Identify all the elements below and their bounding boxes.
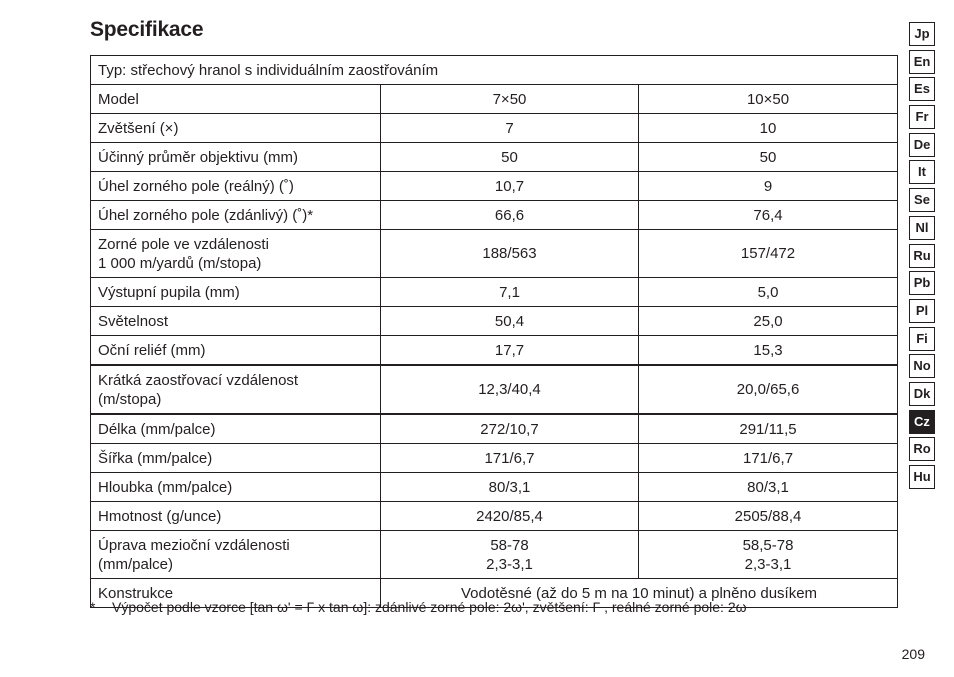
language-tab-no[interactable]: No (909, 354, 935, 378)
row-value-7x50: 17,7 (381, 336, 639, 366)
table-row (91, 531, 898, 579)
row-value-10x50: 171/6,7 (639, 444, 898, 473)
row-label: Krátká zaostřovací vzdálenost (m/stopa) (91, 365, 381, 414)
page-number: 209 (901, 646, 925, 662)
row-value-10x50: 15,3 (639, 336, 898, 366)
row-label: Oční reliéf (mm) (91, 336, 381, 366)
row-value-7x50: 50,4 (381, 307, 639, 336)
language-tab-cz[interactable]: Cz (909, 410, 935, 434)
table-row (91, 143, 898, 172)
language-tab-de[interactable]: De (909, 133, 935, 157)
row-label: Výstupní pupila (mm) (91, 278, 381, 307)
table-row (91, 201, 898, 230)
footnote-marker: * (90, 599, 96, 615)
row-value-10x50: 58,5-78 2,3-3,1 (639, 531, 898, 579)
row-value-7x50: 7 (381, 114, 639, 143)
row-value-10x50: 2505/88,4 (639, 502, 898, 531)
language-tab-pl[interactable]: Pl (909, 299, 935, 323)
row-value-10x50: 157/472 (639, 230, 898, 278)
row-value-7x50: 58-78 2,3-3,1 (381, 531, 639, 579)
row-value-7x50: 272/10,7 (381, 414, 639, 444)
row-value-7x50: 7×50 (381, 85, 639, 114)
footnote (90, 599, 747, 615)
table-row (91, 336, 898, 366)
row-value-10x50: 10×50 (639, 85, 898, 114)
row-label: Hloubka (mm/palce) (91, 473, 381, 502)
row-label: Model (91, 85, 381, 114)
row-value-7x50: 80/3,1 (381, 473, 639, 502)
table-row (91, 444, 898, 473)
row-label: Šířka (mm/palce) (91, 444, 381, 473)
row-value-10x50: 291/11,5 (639, 414, 898, 444)
table-row (91, 473, 898, 502)
page-title: Specifikace (90, 18, 204, 41)
footnote-text: Výpočet podle vzorce [tan ω' = Γ x tan ω]: zdánlivé zorné pole: 2ω', zvětšení: Γ , reálné zorné pole: 2ω (112, 599, 747, 615)
row-value-7x50: 188/563 (381, 230, 639, 278)
row-value-7x50: 2420/85,4 (381, 502, 639, 531)
language-tab-dk[interactable]: Dk (909, 382, 935, 406)
row-value-7x50: 10,7 (381, 172, 639, 201)
specifications-table (90, 55, 898, 608)
language-tab-es[interactable]: Es (909, 77, 935, 101)
row-value-7x50: 12,3/40,4 (381, 365, 639, 414)
table-row (91, 278, 898, 307)
type-cell: Typ: střechový hranol s individuálním zaostřováním (91, 56, 898, 85)
language-tab-ru[interactable]: Ru (909, 244, 935, 268)
table-row (91, 230, 898, 278)
row-value-7x50: 50 (381, 143, 639, 172)
row-label: Účinný průměr objektivu (mm) (91, 143, 381, 172)
table-row (91, 414, 898, 444)
language-tab-fr[interactable]: Fr (909, 105, 935, 129)
language-tab-se[interactable]: Se (909, 188, 935, 212)
row-label: Hmotnost (g/unce) (91, 502, 381, 531)
row-value-7x50: 171/6,7 (381, 444, 639, 473)
row-label: Úhel zorného pole (reálný) (˚) (91, 172, 381, 201)
row-value-7x50: 66,6 (381, 201, 639, 230)
language-tab-pb[interactable]: Pb (909, 271, 935, 295)
row-label: Délka (mm/palce) (91, 414, 381, 444)
row-value-10x50: 80/3,1 (639, 473, 898, 502)
language-tab-ro[interactable]: Ro (909, 437, 935, 461)
row-value-10x50: 9 (639, 172, 898, 201)
table-row (91, 172, 898, 201)
construction-label: Konstrukce (91, 579, 381, 608)
row-value-7x50: 7,1 (381, 278, 639, 307)
table-row (91, 502, 898, 531)
language-tab-en[interactable]: En (909, 50, 935, 74)
row-value-10x50: 10 (639, 114, 898, 143)
table-row (91, 85, 898, 114)
language-tab-fi[interactable]: Fi (909, 327, 935, 351)
row-value-10x50: 20,0/65,6 (639, 365, 898, 414)
language-tab-jp[interactable]: Jp (909, 22, 935, 46)
language-index (909, 22, 935, 493)
table-row-type (91, 56, 898, 85)
language-tab-it[interactable]: It (909, 160, 935, 184)
row-label: Úprava mezioční vzdálenosti (mm/palce) (91, 531, 381, 579)
row-label: Světelnost (91, 307, 381, 336)
table-row (91, 365, 898, 414)
row-value-10x50: 50 (639, 143, 898, 172)
row-label: Úhel zorného pole (zdánlivý) (˚)* (91, 201, 381, 230)
row-value-10x50: 76,4 (639, 201, 898, 230)
language-tab-nl[interactable]: Nl (909, 216, 935, 240)
table-row (91, 114, 898, 143)
row-value-10x50: 25,0 (639, 307, 898, 336)
construction-value: Vodotěsné (až do 5 m na 10 minut) a plněno dusíkem (381, 579, 898, 608)
language-tab-hu[interactable]: Hu (909, 465, 935, 489)
row-value-10x50: 5,0 (639, 278, 898, 307)
row-label: Zvětšení (×) (91, 114, 381, 143)
table-row (91, 307, 898, 336)
row-label: Zorné pole ve vzdálenosti 1 000 m/yardů (m/stopa) (91, 230, 381, 278)
